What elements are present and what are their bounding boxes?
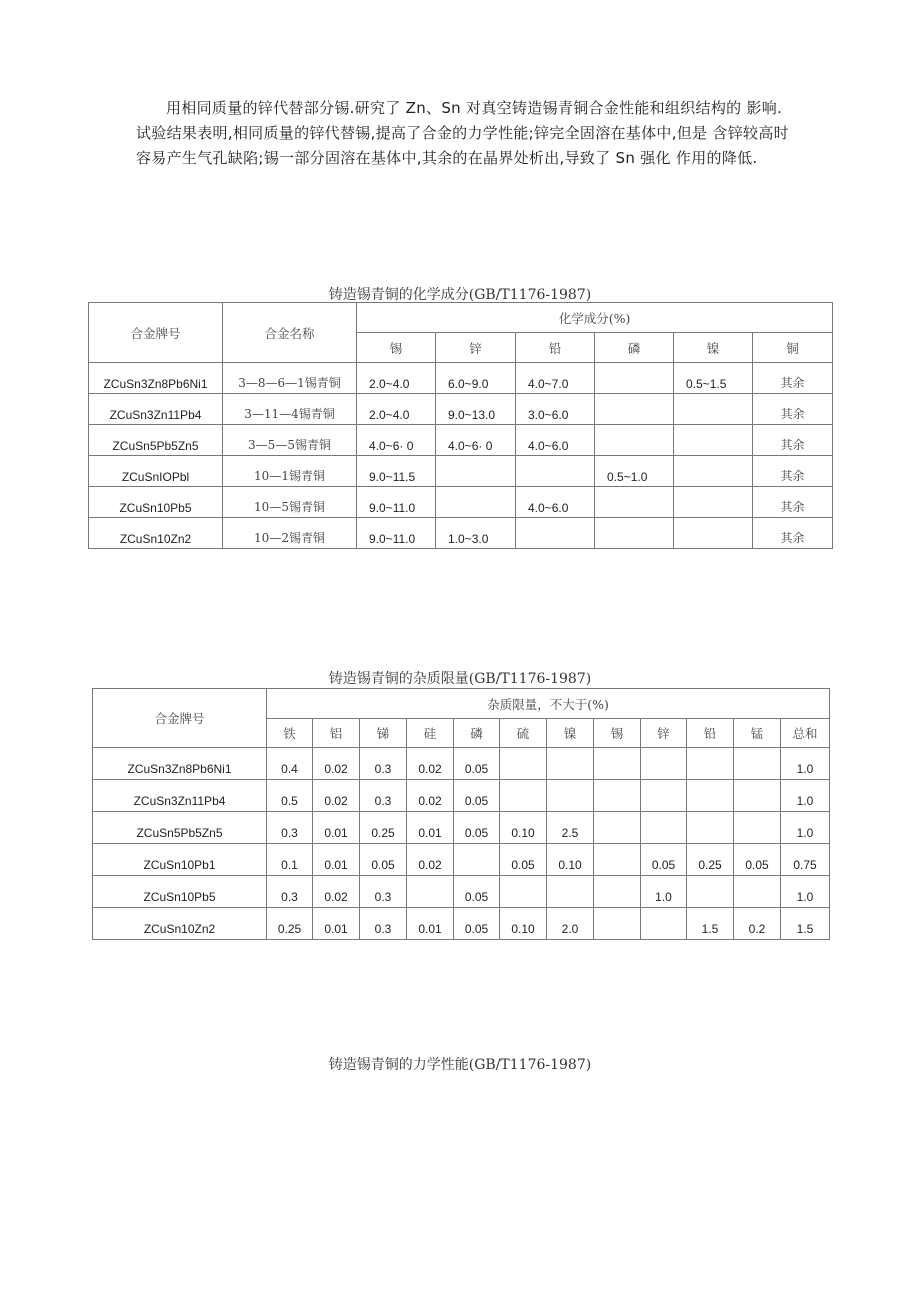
- table-row: [93, 876, 830, 908]
- header-element: 锑: [360, 719, 407, 748]
- impurity-value: [594, 748, 641, 780]
- impurity-value: 1.0: [781, 876, 830, 908]
- impurity-value: 0.01: [313, 812, 360, 844]
- impurity-value: [734, 812, 781, 844]
- table-row: [89, 425, 833, 456]
- table3-caption: 铸造锡青铜的力学性能(GB/T1176-1987): [328, 1057, 592, 1073]
- value-ni: [674, 456, 753, 487]
- impurity-value: 0.25: [267, 908, 313, 940]
- value-cu: 其余: [753, 425, 833, 456]
- value-ni: [674, 518, 753, 549]
- alloy-code: ZCuSn10Pb5: [93, 876, 267, 908]
- impurity-value: 0.3: [360, 876, 407, 908]
- impurity-value: 0.3: [360, 908, 407, 940]
- impurity-value: [547, 748, 594, 780]
- impurity-value: [594, 780, 641, 812]
- impurity-value: 0.10: [500, 908, 547, 940]
- value-sn: 9.0~11.0: [357, 487, 436, 518]
- impurity-value: [687, 748, 734, 780]
- impurity-value: [594, 844, 641, 876]
- impurity-value: 2.0: [547, 908, 594, 940]
- impurity-value: 0.05: [360, 844, 407, 876]
- value-p: [595, 363, 674, 394]
- table-row: [89, 363, 833, 394]
- value-sn: 2.0~4.0: [357, 394, 436, 425]
- table-row: [93, 908, 830, 940]
- header-chemical-composition: 化学成分(%): [357, 303, 833, 333]
- value-pb: [516, 456, 595, 487]
- impurity-value: [734, 876, 781, 908]
- header-element: 锌: [436, 333, 516, 363]
- impurity-value: 0.05: [500, 844, 547, 876]
- impurity-value: 0.05: [454, 876, 500, 908]
- value-zn: 6.0~9.0: [436, 363, 516, 394]
- impurity-value: 0.10: [547, 844, 594, 876]
- impurity-value: [547, 876, 594, 908]
- value-cu: 其余: [753, 394, 833, 425]
- impurity-value: 1.0: [781, 812, 830, 844]
- impurity-value: 0.05: [454, 908, 500, 940]
- value-sn: 4.0~6· 0: [357, 425, 436, 456]
- impurity-value: 0.2: [734, 908, 781, 940]
- impurity-value: 0.02: [407, 844, 454, 876]
- impurity-value: [547, 780, 594, 812]
- alloy-code: ZCuSn3Zn8Pb6Ni1: [89, 363, 223, 394]
- value-sn: 9.0~11.0: [357, 518, 436, 549]
- impurity-value: 0.01: [313, 908, 360, 940]
- impurity-value: 0.01: [407, 812, 454, 844]
- alloy-code: ZCuSn5Pb5Zn5: [93, 812, 267, 844]
- value-p: [595, 425, 674, 456]
- value-cu: 其余: [753, 518, 833, 549]
- value-pb: 4.0~6.0: [516, 425, 595, 456]
- alloy-name: 10—5锡青铜: [223, 487, 357, 518]
- header-alloy-code: 合金牌号: [89, 303, 223, 363]
- impurity-value: 0.25: [360, 812, 407, 844]
- impurity-value: 0.05: [454, 780, 500, 812]
- value-p: [595, 394, 674, 425]
- value-ni: [674, 394, 753, 425]
- header-element: 铜: [753, 333, 833, 363]
- impurity-value: 0.05: [454, 748, 500, 780]
- alloy-code: ZCuSnIOPbl: [89, 456, 223, 487]
- impurity-value: 2.5: [547, 812, 594, 844]
- table-row: [89, 394, 833, 425]
- table-row: [93, 748, 830, 780]
- impurity-value: 0.5: [267, 780, 313, 812]
- header-impurity-limit: 杂质限量，不大于(%): [267, 689, 830, 719]
- value-pb: 4.0~6.0: [516, 487, 595, 518]
- header-element: 铅: [516, 333, 595, 363]
- alloy-code: ZCuSn10Pb5: [89, 487, 223, 518]
- value-ni: 0.5~1.5: [674, 363, 753, 394]
- impurity-value: [687, 812, 734, 844]
- value-cu: 其余: [753, 363, 833, 394]
- chemical-composition-table: [88, 302, 833, 549]
- value-cu: 其余: [753, 487, 833, 518]
- table-row: [93, 780, 830, 812]
- impurity-limit-table: [92, 688, 830, 940]
- table-row: [93, 844, 830, 876]
- value-pb: 3.0~6.0: [516, 394, 595, 425]
- header-element: 铝: [313, 719, 360, 748]
- impurity-value: 0.3: [267, 812, 313, 844]
- impurity-value: 1.5: [687, 908, 734, 940]
- impurity-value: [594, 812, 641, 844]
- header-element: 镍: [674, 333, 753, 363]
- value-zn: [436, 456, 516, 487]
- impurity-value: 0.3: [360, 748, 407, 780]
- header-element: 总和: [781, 719, 830, 748]
- impurity-value: [687, 780, 734, 812]
- impurity-value: [454, 844, 500, 876]
- value-cu: 其余: [753, 456, 833, 487]
- header-element: 锰: [734, 719, 781, 748]
- value-zn: 9.0~13.0: [436, 394, 516, 425]
- impurity-value: 0.10: [500, 812, 547, 844]
- impurity-value: [500, 780, 547, 812]
- impurity-value: 1.0: [781, 780, 830, 812]
- impurity-value: 0.75: [781, 844, 830, 876]
- alloy-name: 3—11—4锡青铜: [223, 394, 357, 425]
- impurity-value: [407, 876, 454, 908]
- header-alloy-code: 合金牌号: [93, 689, 267, 748]
- alloy-code: ZCuSn3Zn11Pb4: [89, 394, 223, 425]
- impurity-value: [500, 876, 547, 908]
- header-element: 锡: [594, 719, 641, 748]
- impurity-value: 0.05: [454, 812, 500, 844]
- header-element: 锌: [641, 719, 687, 748]
- alloy-name: 3—8—6—1锡青铜: [223, 363, 357, 394]
- impurity-value: [641, 908, 687, 940]
- impurity-value: 0.02: [407, 748, 454, 780]
- impurity-value: [734, 748, 781, 780]
- value-zn: 1.0~3.0: [436, 518, 516, 549]
- table-row: [89, 518, 833, 549]
- alloy-code: ZCuSn10Zn2: [89, 518, 223, 549]
- value-ni: [674, 425, 753, 456]
- value-p: [595, 518, 674, 549]
- impurity-value: 0.01: [407, 908, 454, 940]
- table-row: [89, 456, 833, 487]
- table1-caption: 铸造锡青铜的化学成分(GB/T1176-1987): [328, 287, 592, 303]
- header-element: 磷: [454, 719, 500, 748]
- alloy-code: ZCuSn3Zn11Pb4: [93, 780, 267, 812]
- impurity-value: 1.0: [781, 748, 830, 780]
- intro-paragraph: 用相同质量的锌代替部分锡.研究了 Zn、Sn 对真空铸造锡青铜合金性能和组织结构的 影响.试验结果表明,相同质量的锌代替锡,提高了合金的力学性能;锌完全固溶在基体中,但是 含锌较高时容易产生气孔缺陷;锡一部分固溶在基体中,其余的在晶界处析出,导致了 Sn 强化 作用的降低.: [136, 99, 789, 167]
- value-pb: [516, 518, 595, 549]
- header-alloy-name: 合金名称: [223, 303, 357, 363]
- value-p: 0.5~1.0: [595, 456, 674, 487]
- impurity-value: 1.5: [781, 908, 830, 940]
- impurity-value: 0.3: [360, 780, 407, 812]
- table-row: [93, 812, 830, 844]
- header-element: 铅: [687, 719, 734, 748]
- alloy-code: ZCuSn3Zn8Pb6Ni1: [93, 748, 267, 780]
- alloy-name: 10—2锡青铜: [223, 518, 357, 549]
- value-ni: [674, 487, 753, 518]
- alloy-name: 10—1锡青铜: [223, 456, 357, 487]
- impurity-value: [594, 908, 641, 940]
- impurity-value: [687, 876, 734, 908]
- impurity-value: 0.1: [267, 844, 313, 876]
- header-element: 铁: [267, 719, 313, 748]
- impurity-value: 0.25: [687, 844, 734, 876]
- header-element: 镍: [547, 719, 594, 748]
- impurity-value: [594, 876, 641, 908]
- header-element: 锡: [357, 333, 436, 363]
- impurity-value: 0.02: [407, 780, 454, 812]
- value-sn: 9.0~11.5: [357, 456, 436, 487]
- value-sn: 2.0~4.0: [357, 363, 436, 394]
- header-element: 硫: [500, 719, 547, 748]
- value-p: [595, 487, 674, 518]
- impurity-value: 0.02: [313, 876, 360, 908]
- impurity-value: 0.05: [641, 844, 687, 876]
- impurity-value: 0.4: [267, 748, 313, 780]
- impurity-value: [641, 780, 687, 812]
- table2-caption: 铸造锡青铜的杂质限量(GB/T1176-1987): [328, 671, 592, 687]
- value-pb: 4.0~7.0: [516, 363, 595, 394]
- header-element: 磷: [595, 333, 674, 363]
- impurity-value: [641, 812, 687, 844]
- alloy-name: 3—5—5锡青铜: [223, 425, 357, 456]
- header-element: 硅: [407, 719, 454, 748]
- impurity-value: 0.01: [313, 844, 360, 876]
- alloy-code: ZCuSn5Pb5Zn5: [89, 425, 223, 456]
- impurity-value: 0.02: [313, 748, 360, 780]
- impurity-value: 0.02: [313, 780, 360, 812]
- impurity-value: [500, 748, 547, 780]
- alloy-code: ZCuSn10Zn2: [93, 908, 267, 940]
- table-row: [89, 487, 833, 518]
- impurity-value: 0.3: [267, 876, 313, 908]
- impurity-value: [734, 780, 781, 812]
- value-zn: [436, 487, 516, 518]
- impurity-value: 1.0: [641, 876, 687, 908]
- impurity-value: [641, 748, 687, 780]
- value-zn: 4.0~6· 0: [436, 425, 516, 456]
- impurity-value: 0.05: [734, 844, 781, 876]
- alloy-code: ZCuSn10Pb1: [93, 844, 267, 876]
